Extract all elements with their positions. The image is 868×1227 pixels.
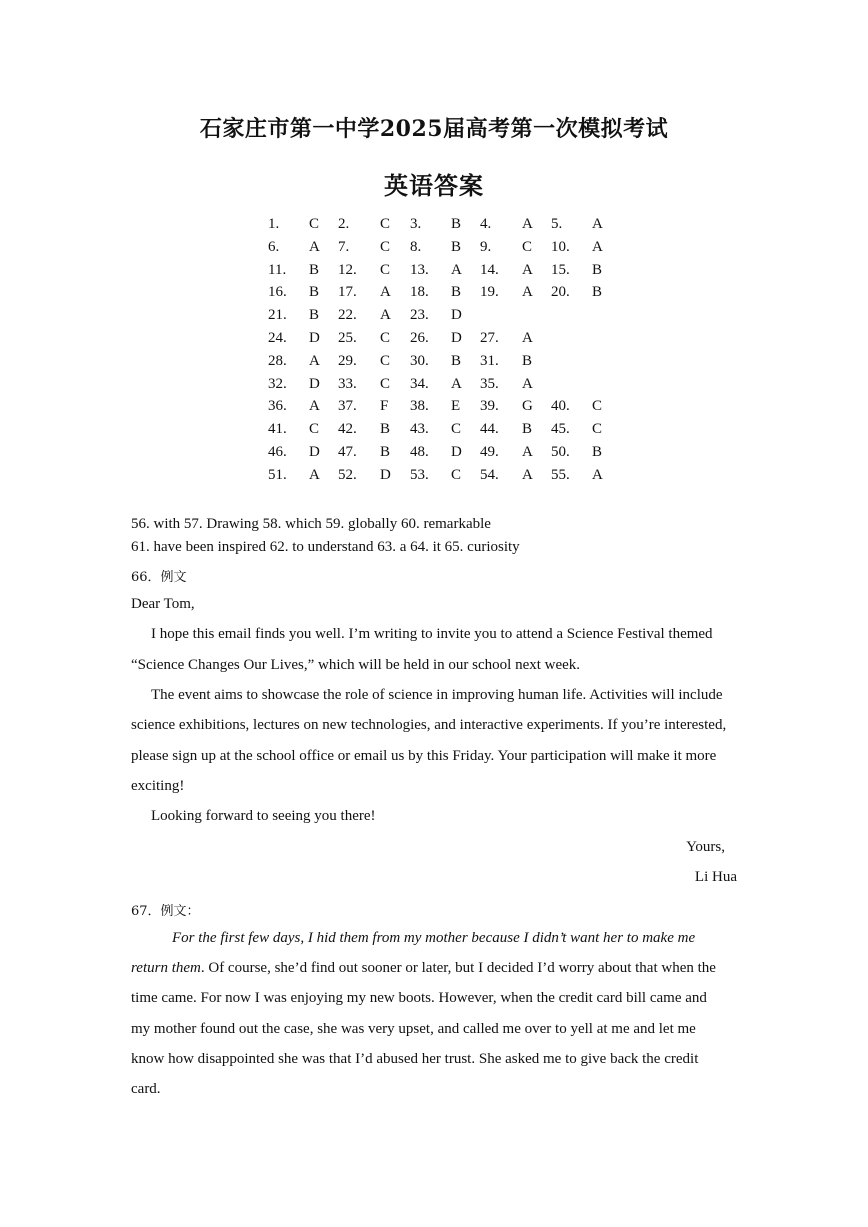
question-number: 31. [480,352,499,369]
letter-paragraph-3: Looking forward to seeing you there! [151,808,376,824]
question-number: 44. [480,421,499,438]
question-number: 45. [551,421,570,438]
question-number: 46. [268,443,287,460]
page-title: 石家庄市第一中学2025届高考第一次模拟考试 [199,116,669,142]
question-number: 30. [410,352,429,369]
question-number: 42. [338,421,357,438]
question-number: 41. [268,421,287,438]
answer-letter: C [451,421,462,438]
letter-paragraph-2-line-2: science exhibitions, lectures on new technologies, and interactive experiments. If you’re interested, [131,717,727,733]
continuation-line-2-rest: . Of course, she’d find out sooner or later, but I decided I’d worry about that when the [200,960,716,976]
answer-letter: B [451,238,462,255]
continuation-line-6: card. [131,1081,161,1097]
question-number: 13. [410,261,429,278]
answer-letter: A [522,329,533,346]
question-number: 4. [480,216,492,232]
letter-paragraph-1-line-1: I hope this email finds you well. I’m writing to invite you to attend a Science Festival themed [151,626,713,642]
question-number: 8. [410,238,422,255]
answer-row [268,307,618,330]
question-number: 2. [338,216,350,232]
answer-letter: C [380,216,391,232]
question-number: 55. [551,466,570,483]
continuation-line-3: time came. For now I was enjoying my new boots. However, when the credit card bill came and [131,990,707,1006]
answer-letter: B [592,443,603,460]
question-number: 33. [338,375,357,392]
question-number: 12. [338,261,357,278]
continuation-line-1: For the first few days, I hid them from my mother because I didn’t want her to make me [172,930,696,946]
answer-letter: A [309,352,320,369]
question-number: 39. [480,398,499,415]
answer-letter: A [592,216,603,232]
answer-row [268,239,618,262]
answer-letter: A [522,284,533,301]
answer-letter: D [309,329,320,346]
answer-letter: A [522,261,533,278]
q66-label: 66．例文 [131,570,187,585]
question-number: 54. [480,466,499,483]
answer-row [268,467,618,490]
question-number: 38. [410,398,429,415]
answer-letter: B [309,261,320,278]
question-number: 3. [410,216,422,232]
question-number: 20. [551,284,570,301]
answer-letter: B [451,216,462,232]
answer-letter: A [451,261,462,278]
question-number: 10. [551,238,570,255]
letter-paragraph-1-line-2: “Science Changes Our Lives,” which will be held in our school next week. [131,657,581,673]
question-number: 17. [338,284,357,301]
answer-row [268,376,618,399]
question-number: 15. [551,261,570,278]
answer-letter: A [380,284,391,301]
answer-letter: B [309,284,320,301]
answer-letter: C [380,375,391,392]
question-number: 9. [480,238,492,255]
answer-letter: C [380,238,391,255]
question-number: 5. [551,216,563,232]
question-number: 25. [338,329,357,346]
answer-row [268,444,618,467]
letter-paragraph-2-line-3: please sign up at the school office or email us by this Friday. Your participation will make it more [131,748,717,764]
answer-row [268,330,618,353]
question-number: 32. [268,375,287,392]
question-number: 35. [480,375,499,392]
continuation-line-2-italic: return them [131,960,201,976]
question-number: 36. [268,398,287,415]
fill-blank-answers-line-1: 56. with 57. Drawing 58. which 59. globally 60. remarkable [131,516,491,532]
answer-letter: A [522,375,533,392]
continuation-line-5: know how disappointed she was that I’d abused her trust. She asked me to give back the credit [131,1051,699,1067]
answer-letter: B [451,352,462,369]
answer-row [268,284,618,307]
question-number: 29. [338,352,357,369]
q67-label: 67．例文： [131,904,200,919]
question-number: 1. [268,216,280,232]
answer-letter: B [592,284,603,301]
answer-letter: C [380,352,391,369]
answer-row [268,398,618,421]
answer-letter: B [592,261,603,278]
question-number: 43. [410,421,429,438]
question-number: 51. [268,466,287,483]
answer-letter: G [522,398,533,415]
answer-letter: D [309,375,320,392]
answer-letter: A [522,443,533,460]
answer-letter: D [451,443,462,460]
answer-letter: A [522,466,533,483]
answer-letter: C [380,329,391,346]
answer-letter: D [380,466,391,483]
question-number: 11. [268,261,287,278]
answer-row [268,262,618,285]
question-number: 21. [268,307,287,324]
answer-letter: A [309,238,320,255]
question-number: 22. [338,307,357,324]
answer-letter: D [451,307,462,324]
question-number: 40. [551,398,570,415]
question-number: 50. [551,443,570,460]
answer-letter: A [380,307,391,324]
answer-letter: C [451,466,462,483]
answer-row [268,353,618,376]
answer-row [268,421,618,444]
page-subtitle: 英语答案 [384,171,484,200]
question-number: 47. [338,443,357,460]
question-number: 16. [268,284,287,301]
answer-letter: C [522,238,533,255]
answer-letter: D [309,443,320,460]
question-number: 26. [410,329,429,346]
continuation-line-4: my mother found out the case, she was very upset, and called me over to yell at me and let me [131,1021,696,1037]
answer-letter: B [451,284,462,301]
letter-paragraph-2-line-4: exciting! [131,778,185,794]
question-number: 34. [410,375,429,392]
answer-row [268,216,618,239]
answer-letter: A [309,466,320,483]
answer-letter: B [309,307,320,324]
question-number: 49. [480,443,499,460]
answer-letter: D [451,329,462,346]
answer-letter: A [592,466,603,483]
answer-letter: B [522,352,533,369]
answer-letter: C [309,421,320,438]
answer-letter: A [522,216,533,232]
question-number: 53. [410,466,429,483]
question-number: 24. [268,329,287,346]
answer-letter: E [451,398,461,415]
answer-letter: B [522,421,533,438]
answer-letter: C [309,216,320,232]
question-number: 19. [480,284,499,301]
answer-letter: F [380,398,389,415]
question-number: 7. [338,238,350,255]
question-number: 14. [480,261,499,278]
question-number: 48. [410,443,429,460]
letter-signature: Li Hua [694,869,737,885]
question-number: 6. [268,238,280,255]
question-number: 52. [338,466,357,483]
answer-letter: C [592,421,603,438]
letter-salutation: Dear Tom, [131,596,195,612]
answer-letter: B [380,443,391,460]
answer-letter: A [309,398,320,415]
question-number: 23. [410,307,429,324]
answer-letter: B [380,421,391,438]
question-number: 18. [410,284,429,301]
answer-letter: A [592,238,603,255]
fill-blank-answers-line-2: 61. have been inspired 62. to understand 63. a 64. it 65. curiosity [131,539,520,555]
answer-key-grid [268,216,618,490]
continuation-line-2 [131,960,716,977]
letter-paragraph-2-line-1: The event aims to showcase the role of science in improving human life. Activities will include [151,687,723,703]
answer-letter: C [592,398,603,415]
letter-closing: Yours, [686,839,725,855]
answer-letter: C [380,261,391,278]
question-number: 28. [268,352,287,369]
question-number: 37. [338,398,357,415]
answer-letter: A [451,375,462,392]
question-number: 27. [480,329,499,346]
